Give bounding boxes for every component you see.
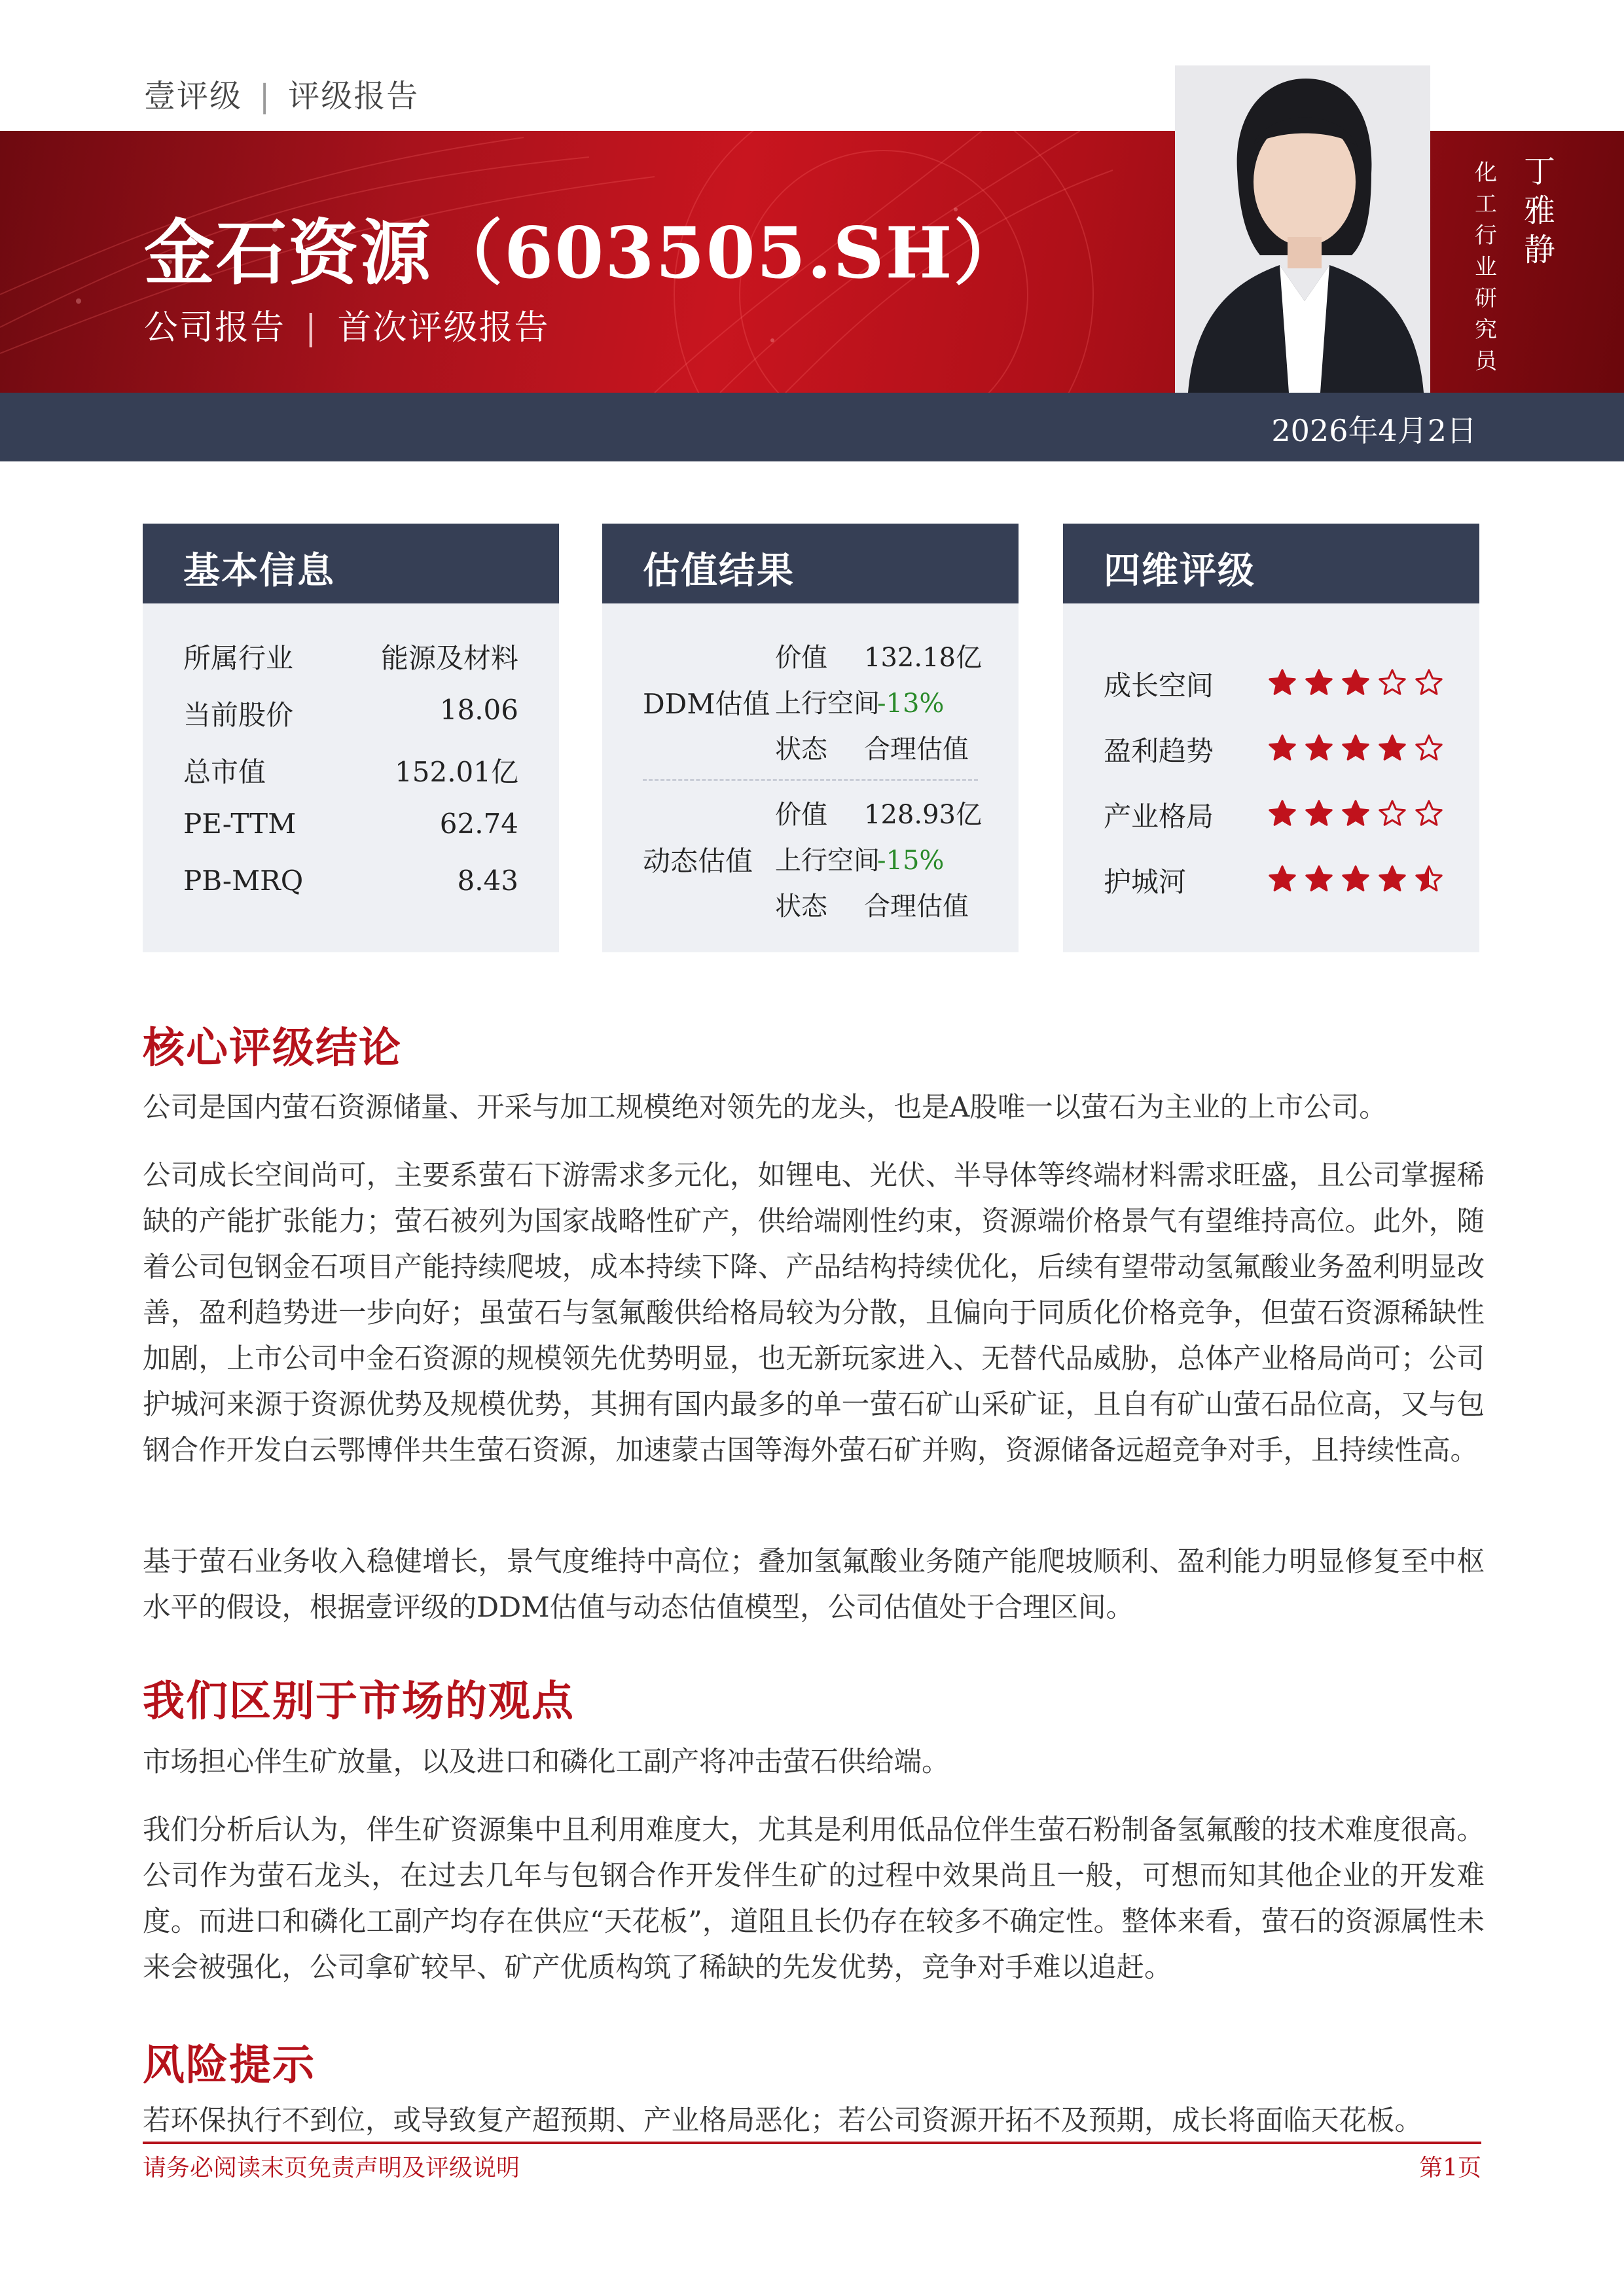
info-row-industry xyxy=(183,637,518,676)
star-rating xyxy=(1267,664,1451,698)
valuation-status: 状态 合理估值 xyxy=(775,891,969,922)
rating-row-moat xyxy=(1104,861,1186,900)
footer-disclaimer: 请务必阅读末页免责声明及评级说明 xyxy=(143,2155,520,2181)
info-label: 总市值 xyxy=(183,756,266,788)
info-label: PE-TTM xyxy=(183,808,297,840)
section-title-view: 我们区别于市场的观点 xyxy=(143,1677,575,1726)
valuation-status: 状态 合理估值 xyxy=(775,734,969,764)
info-value: 能源及材料 xyxy=(380,642,518,674)
star-empty-icon xyxy=(1377,798,1407,829)
report-subtitle xyxy=(144,300,550,349)
paragraph: 基于萤石业务收入稳健增长，景气度维持中高位；叠加氢氟酸业务随产能爬坡顺利、盈利能力明显修复至中枢水平的假设，根据壹评级的DDM估值与动态估值模型，公司估值处于合理区间。 xyxy=(143,1546,1485,1624)
star-filled-icon xyxy=(1304,733,1334,763)
paragraph: 公司成长空间尚可，主要系萤石下游需求多元化，如锂电、光伏、半导体等终端材料需求旺盛，且公司掌握稀缺的产能扩张能力；萤石被列为国家战略性矿产，供给端刚性约束，资源端价格景气有望维持高位。此外，随着公司包钢金石项目产能持续爬坡，成本持续下降、产品结构持续优化，后续有望带动氢氟酸业务盈利明显改善，盈利趋势进一步向好；虽萤石与氢氟酸供给格局较为分散，且偏向于同质化价格竞争，但萤石资源稀缺性加剧，上市公司中金石资源的规模领先优势明显，也无新玩家进入、无替代品威胁，总体产业格局尚可；公司护城河来源于资源优势及规模优势，其拥有国内最多的单一萤石矿山采矿证，且自有矿山萤石品位高，又与包钢合作开发白云鄂博伴共生萤石资源，加速蒙古国等海外萤石矿并购，资源储备远超竞争对手，且持续性高。 xyxy=(143,1160,1485,1467)
paragraph: 若环保执行不到位，或导致复产超预期、产业格局恶化；若公司资源开拓不及预期，成长将面临天花板。 xyxy=(143,2105,1423,2137)
doc-type: 评级报告 xyxy=(288,78,420,115)
rating-label: 盈利趋势 xyxy=(1104,735,1214,767)
valuation-method: 动态估值 xyxy=(643,845,753,877)
card-title: 四维评级 xyxy=(1063,524,1479,603)
footer-divider xyxy=(143,2142,1481,2144)
basic-info-card xyxy=(143,524,559,952)
paragraph: 市场担心伴生矿放量，以及进口和磷化工副产将冲击萤石供给端。 xyxy=(143,1746,950,1778)
analyst-role: 化工行业研究员 xyxy=(1475,160,1497,374)
analyst-photo xyxy=(1175,65,1430,393)
rating-label: 产业格局 xyxy=(1104,800,1214,833)
info-row-pb xyxy=(183,865,518,897)
report-title: 金石资源（603505.SH） xyxy=(144,212,1026,295)
valuation-value: 价值 132.18亿 xyxy=(775,643,982,673)
info-label: 当前股价 xyxy=(183,699,294,731)
star-filled-icon xyxy=(1377,864,1407,894)
valuation-upside: 上行空间-13% xyxy=(775,689,945,719)
info-value: 18.06 xyxy=(439,694,518,726)
star-rating xyxy=(1267,861,1451,894)
separator: | xyxy=(305,308,318,348)
section-title-core: 核心评级结论 xyxy=(143,1024,402,1073)
star-filled-icon xyxy=(1341,733,1371,763)
rating-row-growth xyxy=(1104,664,1214,704)
info-row-pe xyxy=(183,808,518,840)
report-type: 首次评级报告 xyxy=(337,308,550,348)
star-empty-icon xyxy=(1377,668,1407,698)
star-filled-icon xyxy=(1267,733,1297,763)
valuation-upside: 上行空间-15% xyxy=(775,846,945,876)
star-filled-icon xyxy=(1341,668,1371,698)
star-filled-icon xyxy=(1267,668,1297,698)
rating-row-industry xyxy=(1104,795,1214,834)
star-filled-icon xyxy=(1341,864,1371,894)
info-label: 所属行业 xyxy=(183,642,294,674)
star-filled-icon xyxy=(1304,798,1334,829)
star-filled-icon xyxy=(1267,864,1297,894)
rating-card xyxy=(1063,524,1479,952)
top-bar xyxy=(144,71,419,116)
star-filled-icon xyxy=(1377,733,1407,763)
info-row-price xyxy=(183,694,518,733)
analyst-name: 丁雅静 xyxy=(1523,153,1555,268)
report-category: 公司报告 xyxy=(144,308,286,348)
paragraph: 公司是国内萤石资源储量、开采与加工规模绝对领先的龙头，也是A股唯一以萤石为主业的上市公司。 xyxy=(143,1092,1387,1124)
star-half-icon xyxy=(1414,864,1444,894)
paragraph: 我们分析后认为，伴生矿资源集中且利用难度大，尤其是利用低品位伴生萤石粉制备氢氟酸的技术难度很高。公司作为萤石龙头，在过去几年与包钢合作开发伴生矿的过程中效果尚且一般，可想而知其他企业的开发难度。而进口和磷化工副产均存在供应“天花板”，道阻且长仍存在较多不确定性。整体来看，萤石的资源属性未来会被强化，公司拿矿较早、矿产优质构筑了稀缺的先发优势，竞争对手难以追赶。 xyxy=(143,1814,1485,1984)
divider xyxy=(643,779,978,781)
info-row-market-cap xyxy=(183,751,518,790)
rating-row-profit xyxy=(1104,730,1214,769)
valuation-value: 价值 128.93亿 xyxy=(775,800,982,830)
star-rating xyxy=(1267,795,1451,829)
section-title-risk: 风险提示 xyxy=(143,2041,316,2090)
star-empty-icon xyxy=(1414,798,1444,829)
star-empty-icon xyxy=(1414,733,1444,763)
star-empty-icon xyxy=(1414,668,1444,698)
rating-label: 成长空间 xyxy=(1104,670,1214,702)
info-label: PB-MRQ xyxy=(183,865,304,897)
star-filled-icon xyxy=(1267,798,1297,829)
page-number: 第1页 xyxy=(1419,2155,1481,2181)
valuation-method: DDM估值 xyxy=(643,688,770,720)
info-value: 8.43 xyxy=(457,865,518,897)
info-value: 152.01亿 xyxy=(395,756,518,788)
brand-name: 壹评级 xyxy=(144,78,243,115)
star-filled-icon xyxy=(1304,864,1334,894)
date-bar xyxy=(0,393,1624,461)
report-date: 2026年4月2日 xyxy=(1271,413,1477,448)
star-filled-icon xyxy=(1341,798,1371,829)
valuation-card xyxy=(602,524,1019,952)
card-title: 基本信息 xyxy=(143,524,559,603)
separator: | xyxy=(259,78,272,115)
star-filled-icon xyxy=(1304,668,1334,698)
star-rating xyxy=(1267,730,1451,763)
card-title: 估值结果 xyxy=(602,524,1019,603)
rating-label: 护城河 xyxy=(1104,866,1187,898)
info-value: 62.74 xyxy=(439,808,518,840)
